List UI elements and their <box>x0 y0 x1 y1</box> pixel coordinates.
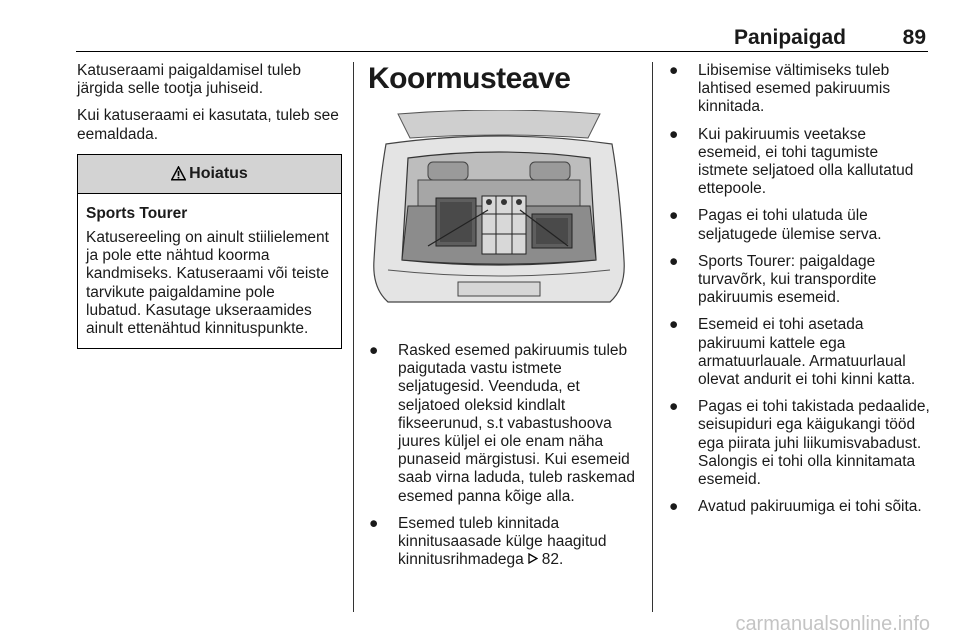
page-header <box>76 24 928 50</box>
luggage-compartment-illustration <box>368 110 630 320</box>
bullet-icon: ● <box>669 207 679 225</box>
list-item-text: Rasked esemed pakiruumis tuleb paigutada vastu istmete seljatugesid. Veenduda, et seljatoed oleksid kindlalt fikseerunud, s.t vabastushoova juures küljel ei ole enam näha punaseid märgistusi. Kui esemeid saab virna laduda, tuleb raskemad esemed panna kõige alla. <box>398 342 635 505</box>
warning-title: Hoiatus <box>189 164 248 182</box>
header-rule <box>76 51 928 52</box>
bullet-icon: ● <box>669 62 679 79</box>
list-item <box>368 515 638 570</box>
list-item <box>668 253 930 308</box>
cross-reference-icon[interactable] <box>528 552 542 567</box>
column-middle <box>368 62 638 578</box>
list-item-text: Kui pakiruumis veetakse esemeid, ei tohi tagumiste istmete seljatoed olla kallutatud ettepoole. <box>698 125 914 198</box>
bullet-icon: ● <box>669 252 679 270</box>
header-title: Panipaigad <box>733 26 846 49</box>
bullet-list <box>668 62 930 516</box>
watermark: carmanualsonline.info <box>735 613 930 635</box>
section-heading: Koormusteave <box>368 62 571 95</box>
column-divider <box>353 62 354 612</box>
warning-box <box>77 154 342 349</box>
list-item <box>668 207 930 243</box>
bullet-icon: ● <box>369 342 379 359</box>
list-item-text: Pagas ei tohi takistada pedaalide, seisupiduri ega käigukangi tööd ega piirata juhi liikumisvabadust. Salongis ei tohi olla kinnitamata esemeid. <box>698 398 930 489</box>
warning-subtitle: Sports Tourer <box>86 204 188 222</box>
warning-triangle-icon <box>171 166 186 181</box>
page-number: 89 <box>902 26 926 49</box>
cross-reference-page[interactable]: 82. <box>541 551 564 569</box>
list-item-text: Esemed tuleb kinnitada kinnitusaasade külge haagitud kinnitusrihmadega <box>398 514 607 569</box>
bullet-icon: ● <box>369 514 379 532</box>
warning-body <box>78 194 341 348</box>
list-item-text: Esemeid ei tohi asetada pakiruumi kattele ega armatuurlauale. Armatuurlaual olevat andurit ei tohi kinni katta. <box>698 316 916 389</box>
list-item <box>368 342 638 506</box>
column-left <box>77 62 342 349</box>
bullet-icon: ● <box>669 125 679 143</box>
list-item <box>668 316 930 389</box>
paragraph: Katuseraami paigaldamisel tuleb järgida selle tootja juhiseid. <box>77 62 302 98</box>
list-item <box>668 126 930 199</box>
list-item <box>668 398 930 489</box>
paragraph: Kui katuseraami ei kasutata, tuleb see eemaldada. <box>77 107 339 143</box>
list-item-text: Avatud pakiruumiga ei tohi sõita. <box>698 498 922 516</box>
warning-header <box>78 155 341 194</box>
list-item <box>668 498 930 516</box>
column-right <box>668 62 930 525</box>
bullet-icon: ● <box>669 498 679 516</box>
list-item-text: Pagas ei tohi ulatuda üle seljatugede ülemise serva. <box>698 207 882 243</box>
bullet-list <box>368 342 638 569</box>
column-divider <box>652 62 653 612</box>
warning-text: Katusereeling on ainult stiilielement ja pole ette nähtud koorma kandmiseks. Katuseraami või teiste tarvikute paigaldamine pole lubatud. Kasutage ukseraamides ainult ettenähtud kinnituspunkte. <box>86 229 329 338</box>
bullet-icon: ● <box>669 316 679 334</box>
bullet-icon: ● <box>669 398 679 416</box>
list-item-text: Libisemise vältimiseks tuleb lahtised esemed pakiruumis kinnitada. <box>698 62 891 116</box>
list-item <box>668 62 930 117</box>
list-item-text: Sports Tourer: paigaldage turvavõrk, kui transpordite pakiruumis esemeid. <box>698 252 877 307</box>
